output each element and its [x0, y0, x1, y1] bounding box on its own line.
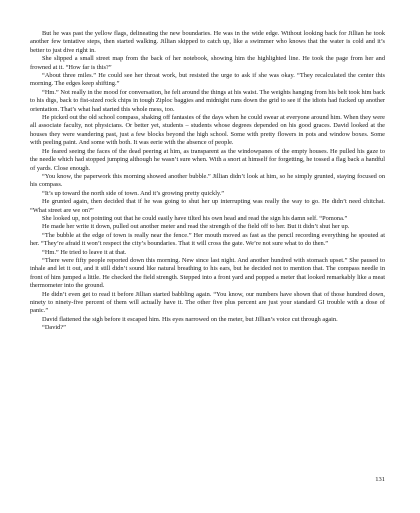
paragraph: He feared seeing the faces of the dead peering at him, as transparent as the windowpanes of the empty houses. He pulled his gaze to the needle which had stopped jumping although he wasn’t sure when. With a snort at himself for forgetting, he tossed a flag back a handful of yards. Close enough.: [30, 147, 385, 172]
paragraph: He made her write it down, pulled out another meter and read the strength of the field off to her. But it didn’t shut her up.: [42, 223, 350, 231]
paragraph: She looked up, not pointing out that he could easily have tilted his own head and read the sign his damn self. “Pomona.”: [42, 214, 348, 222]
paragraph: “Hm.” He tried to leave it at that.: [42, 248, 127, 256]
paragraph: “The bubble at the edge of town is really near the fence.” Her mouth moved as fast as the pencil recording everything he spouted at her. “They’re afraid it won’t respect the city’s boundaries. That it will cross the gate. We’re not sure what to do then.”: [30, 231, 385, 248]
paragraph: He picked out the old school compass, shaking off fantasies of the days when he could swear at everyone around him. When they were all associate faculty, not physicians. Or better yet, students – students whose degrees depended on his good graces. David looked at the houses they were wandering past, just a few blocks beyond the high school. Some with pretty flowers in pots and window boxes. Some with peeling paint. And some with both. It was eerie with the absence of people.: [30, 114, 385, 147]
paragraph: “It’s up toward the north side of town. And it’s growing pretty quickly.”: [42, 189, 225, 197]
paragraph: “You know, the paperwork this morning showed another bubble.” Jillian didn’t look at him, so he simply grunted, staying focused on his compass.: [30, 172, 385, 189]
paragraph: “There were fifty people reported down this morning. New since last night. And another hundred with stomach upset.” She paused to inhale and let it out, and it still didn’t sound like natural breathing to his ears, but he decided not to mention that. The compass needle in front of him jumped a little. He checked the field strength. Stepped into a front yard and popped a meter that looked remarkably like a meat thermometer into the ground.: [30, 256, 385, 290]
paragraph: But he was past the yellow flags, delineating the new boundaries. He was in the wide edge. Without looking back for Jillian he took another few tentative steps, then started walking. Jillian skipped to catch up, like a swimmer who knows that the water is cold and it’s better to just dive right in.: [30, 30, 385, 54]
paragraph: “Hm.” Not really in the mood for conversation, he felt around the things at his waist. The weights hanging from his belt took him back to his digs, back to fist-sized rock chips in tough Ziploc baggies and midnight runs down the grid to see if the idiots had fucked up another orientation. That’s what had started this whole mess, too.: [30, 88, 385, 113]
paragraph: “David?”: [42, 324, 66, 332]
paragraph: He grunted again, then decided that if he was going to shut her up interrupting was really the way to go. He didn’t need chitchat. “What street are we on?”: [30, 198, 385, 214]
paragraph: “About three miles.” He could see her throat work, but resisted the urge to ask if she was okay. “They recalculated the center this morning. The edges keep shifting.”: [30, 72, 385, 88]
paragraph: David flattened the sigh before it escaped him. His eyes narrowed on the meter, but Jillian’s voice cut through again.: [42, 315, 338, 323]
paragraph: He didn’t even get to read it before Jillian started babbling again. “You know, our numbers have shown that of those hundred down, ninety to ninety-five percent of them will actually have it. The other five plus percent are just your standard GI trouble with a dose of panic.”: [30, 290, 385, 315]
body-text: [30, 30, 385, 333]
page-number: 131: [375, 476, 385, 483]
paragraph: She slipped a small street map from the back of her notebook, showing him the highlighted line. He took the page from her and frowned at it. “How far is this?”: [30, 55, 385, 71]
